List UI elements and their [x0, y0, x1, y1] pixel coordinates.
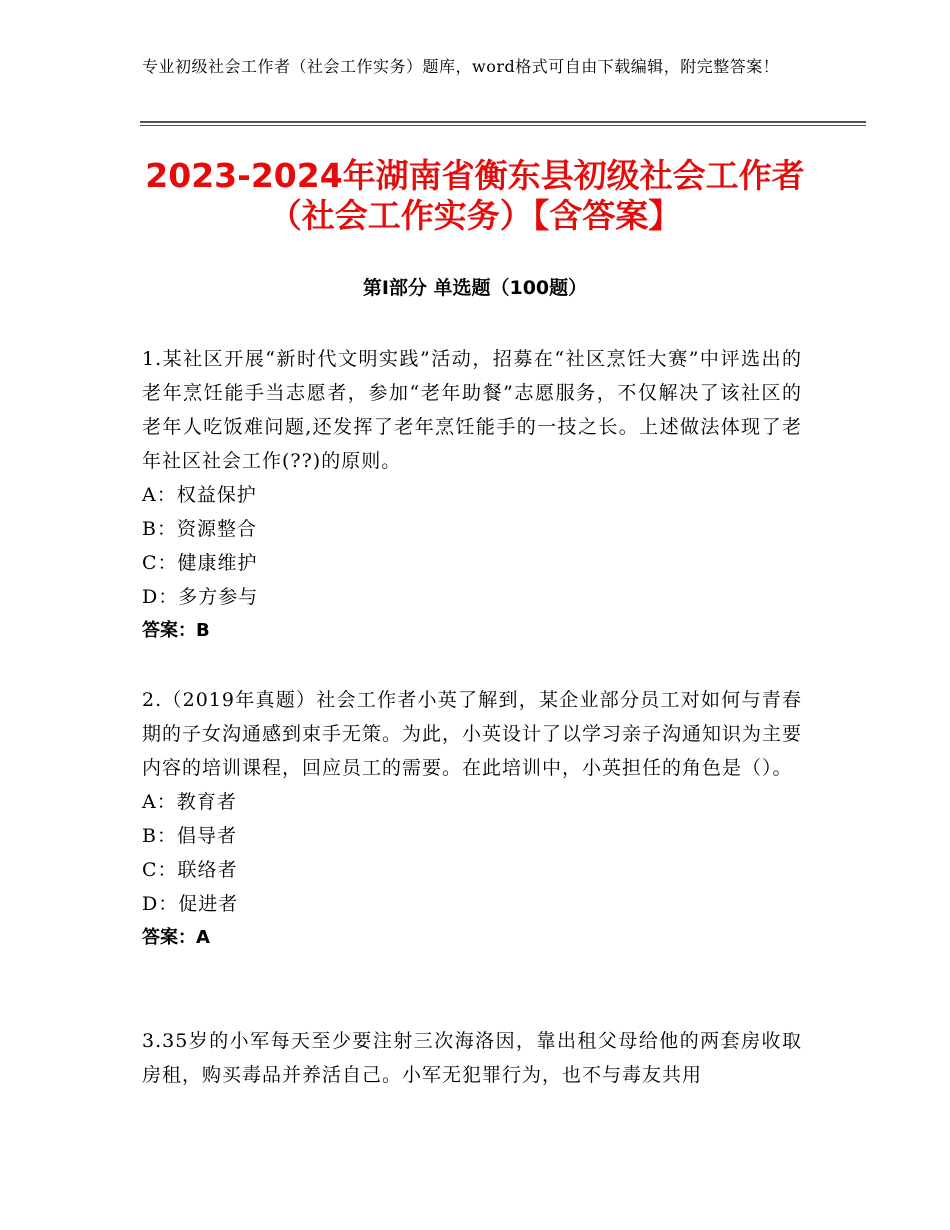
question-stem: 2.（2019年真题）社会工作者小英了解到，某企业部分员工对如何与青春期的子女沟通感到束手无策。为此，小英设计了以学习亲子沟通知识为主要内容的培训课程，回应员工的需要。在此培训中，小英担任的角色是（）。	[142, 689, 803, 779]
option-d: D：多方参与	[142, 586, 259, 608]
question-stem: 3.35岁的小军每天至少要注射三次海洛因，靠出租父母给他的两套房收取房租，购买毒品并养活自己。小军无犯罪行为，也不与毒友共用	[142, 1030, 802, 1086]
option-c: C：健康维护	[142, 552, 258, 574]
option-d: D：促进者	[142, 893, 239, 915]
option-c: C：联络者	[142, 859, 238, 881]
question-1	[142, 342, 802, 648]
answer-label: 答案：A	[142, 927, 210, 948]
document-title	[100, 156, 850, 236]
question-3	[142, 1024, 802, 1092]
header-note: 专业初级社会工作者（社会工作实务）题库，word格式可自由下载编辑，附完整答案！	[142, 57, 780, 76]
header-divider-thick	[140, 121, 866, 123]
header-divider-thin	[140, 125, 866, 126]
title-line-1: 2023-2024年湖南省衡东县初级社会工作者	[145, 156, 805, 195]
question-stem: 1.某社区开展“新时代文明实践”活动，招募在“社区烹饪大赛”中评选出的老年烹饪能手当志愿者，参加“老年助餐”志愿服务，不仅解决了该社区的老年人吃饭难问题,还发挥了老年烹饪能手的一技之长。上述做法体现了老年社区社会工作(??)的原则。	[142, 348, 802, 472]
answer-label: 答案：B	[142, 620, 210, 641]
option-b: B：资源整合	[142, 518, 257, 540]
option-b: B：倡导者	[142, 825, 237, 847]
option-a: A：权益保护	[142, 484, 257, 506]
title-line-2: （社会工作实务）【含答案】	[268, 196, 682, 235]
option-a: A：教育者	[142, 791, 237, 813]
section-heading: 第Ⅰ部分 单选题（100题）	[362, 277, 588, 299]
question-2	[142, 683, 802, 955]
